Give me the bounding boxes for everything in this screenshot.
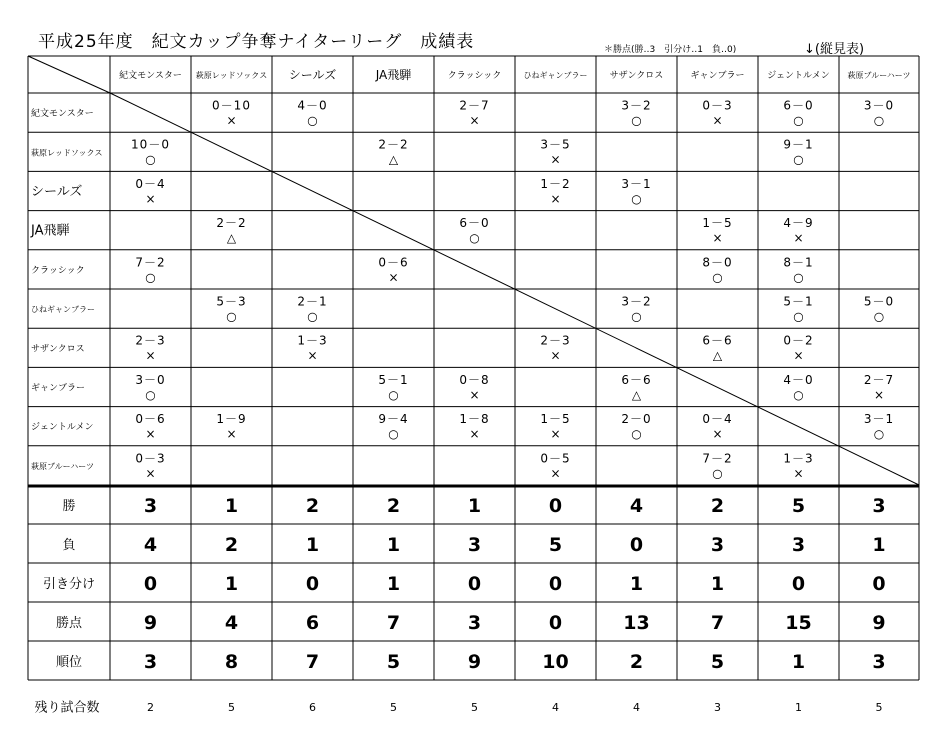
column-header-team: 萩原レッドソックス (195, 71, 268, 80)
match-score: 3－2 (621, 294, 652, 309)
stat-value: 8 (224, 651, 239, 673)
match-score: 0－10 (212, 98, 251, 113)
stat-value: 5 (710, 651, 725, 673)
stat-value: 3 (710, 534, 725, 556)
match-result-mark: ○ (793, 387, 804, 402)
row-header-team: JA飛騨 (31, 223, 70, 239)
match-result-mark: ○ (631, 309, 642, 324)
match-score: 0－3 (135, 451, 166, 466)
match-score: 8－1 (783, 255, 814, 270)
stat-value: 15 (785, 612, 812, 634)
stat-value: 5 (386, 651, 401, 673)
match-score: 6－0 (783, 98, 814, 113)
stat-value: 7 (386, 612, 401, 634)
stat-value: 5 (548, 534, 563, 556)
match-score: 1－3 (297, 333, 328, 348)
match-result-mark: ○ (388, 427, 399, 442)
stat-value: 0 (548, 612, 563, 634)
match-result-mark: × (388, 270, 399, 285)
stat-value: 0 (467, 573, 482, 595)
match-result-mark: × (469, 113, 480, 128)
match-score: 2－1 (297, 294, 328, 309)
stat-value: 2 (386, 495, 401, 517)
match-result-mark: × (712, 427, 723, 442)
match-score: 1－9 (216, 412, 247, 427)
match-score: 5－0 (863, 294, 895, 309)
stat-value: 9 (467, 651, 482, 673)
match-score: 1－5 (702, 216, 733, 231)
stat-value: 1 (224, 573, 239, 595)
stat-value: 3 (467, 612, 482, 634)
stat-value: 9 (143, 612, 158, 634)
remaining-games-value: 3 (714, 701, 721, 714)
match-result-mark: ○ (793, 270, 804, 285)
stat-value: 3 (872, 651, 886, 673)
stat-value: 7 (710, 612, 725, 634)
remaining-games-value: 5 (390, 701, 397, 714)
stat-value: 0 (305, 573, 320, 595)
match-score: 4－0 (297, 98, 328, 113)
stat-value: 1 (791, 651, 806, 673)
row-header-team: サザンクロス (31, 344, 85, 355)
stat-value: 9 (872, 612, 886, 634)
column-header-team: ギャンブラー (690, 71, 745, 81)
stat-value: 0 (629, 534, 644, 556)
column-header-team: 紀文モンスター (119, 71, 182, 81)
remaining-games-value: 6 (309, 701, 316, 714)
match-result-mark: ○ (873, 113, 885, 128)
view-direction-note: ↓(縦見表) (804, 42, 865, 57)
match-score: 1－8 (459, 412, 490, 427)
page-title: 平成25年度 紀文カップ争奪ナイターリーグ 成績表 (38, 32, 475, 52)
match-score: 2－2 (378, 137, 409, 152)
match-result-mark: △ (712, 348, 723, 363)
match-score: 9－1 (783, 137, 814, 152)
match-score: 1－5 (540, 412, 571, 427)
remaining-games-label: 残り試合数 (34, 700, 100, 716)
column-header-team: 萩原ブルーハーツ (847, 71, 911, 80)
match-score: 2－7 (863, 372, 895, 387)
match-score: 0－8 (459, 372, 490, 387)
match-result-mark: ○ (793, 152, 804, 167)
match-result-mark: × (469, 387, 480, 402)
stat-value: 3 (143, 651, 158, 673)
match-result-mark: ○ (469, 231, 480, 246)
row-header-team: ギャンブラー (31, 383, 86, 394)
stat-value: 1 (386, 573, 401, 595)
stat-row-label: 引き分け (42, 577, 96, 592)
match-result-mark: ○ (307, 113, 318, 128)
match-score: 3－2 (621, 98, 652, 113)
match-result-mark: ○ (631, 427, 642, 442)
remaining-games-value: 5 (228, 701, 235, 714)
match-result-mark: ○ (631, 113, 642, 128)
stat-value: 13 (623, 612, 650, 634)
match-score: 6－0 (459, 216, 490, 231)
stat-value: 6 (305, 612, 320, 634)
match-result-mark: × (712, 113, 723, 128)
stat-value: 0 (872, 573, 886, 595)
stat-row-label: 負 (62, 538, 76, 553)
stat-value: 1 (305, 534, 320, 556)
match-result-mark: × (145, 348, 156, 363)
match-result-mark: △ (631, 387, 642, 402)
match-score: 2－0 (621, 412, 652, 427)
match-score: 4－0 (783, 372, 814, 387)
row-header-team: 萩原レッドソックス (31, 148, 103, 158)
match-result-mark: ○ (307, 309, 318, 324)
remaining-games-value: 5 (875, 701, 883, 714)
stat-value: 0 (143, 573, 158, 595)
match-result-mark: × (550, 427, 561, 442)
match-score: 0－6 (378, 255, 409, 270)
match-result-mark: × (145, 427, 156, 442)
match-score: 1－2 (540, 176, 571, 191)
match-result-mark: × (145, 466, 156, 481)
match-result-mark: × (469, 427, 480, 442)
stat-value: 0 (791, 573, 806, 595)
match-score: 9－4 (378, 412, 409, 427)
match-result-mark: ○ (712, 466, 723, 481)
match-score: 3－1 (863, 412, 895, 427)
stat-value: 3 (791, 534, 806, 556)
match-result-mark: ○ (712, 270, 723, 285)
column-header-team: ジェントルメン (767, 71, 830, 81)
match-result-mark: ○ (145, 387, 156, 402)
match-score: 2－2 (216, 216, 247, 231)
stat-value: 0 (548, 495, 563, 517)
match-score: 3－0 (135, 372, 166, 387)
stat-value: 1 (386, 534, 401, 556)
match-score: 0－3 (702, 98, 733, 113)
match-score: 10－0 (131, 137, 170, 152)
match-result-mark: × (226, 113, 237, 128)
stat-value: 1 (224, 495, 239, 517)
remaining-games-value: 5 (471, 701, 478, 714)
remaining-games-value: 4 (552, 701, 559, 714)
match-score: 0－6 (135, 412, 166, 427)
match-score: 6－6 (621, 372, 652, 387)
stat-value: 3 (467, 534, 482, 556)
match-result-mark: × (793, 348, 804, 363)
match-score: 3－0 (863, 98, 895, 113)
match-score: 0－5 (540, 451, 571, 466)
match-result-mark: ○ (793, 309, 804, 324)
match-score: 6－6 (702, 333, 733, 348)
row-header-team: クラッシック (31, 265, 85, 276)
stat-value: 3 (872, 495, 886, 517)
match-result-mark: × (550, 466, 561, 481)
match-result-mark: ○ (145, 152, 156, 167)
points-rule-note: ＊勝点(勝‥3 引分け‥1 負‥0) (604, 45, 737, 55)
row-header-team: シールズ (31, 184, 83, 200)
match-result-mark: ○ (226, 309, 237, 324)
match-score: 2－3 (540, 333, 571, 348)
match-score: 0－4 (135, 176, 166, 191)
stat-value: 1 (710, 573, 725, 595)
column-header-team: サザンクロス (609, 71, 664, 81)
match-score: 2－3 (135, 333, 166, 348)
match-score: 8－0 (702, 255, 733, 270)
match-score: 3－5 (540, 137, 571, 152)
match-score: 5－1 (783, 294, 814, 309)
match-score: 0－2 (783, 333, 814, 348)
stat-row-label: 勝 (62, 499, 76, 514)
stat-value: 5 (791, 495, 806, 517)
match-score: 1－3 (783, 451, 814, 466)
match-result-mark: ○ (793, 113, 804, 128)
match-result-mark: × (793, 231, 804, 246)
match-result-mark: ○ (873, 309, 885, 324)
match-result-mark: × (550, 191, 561, 206)
row-header-team: ジェントルメン (31, 422, 94, 433)
stat-value: 0 (548, 573, 563, 595)
stat-value: 1 (467, 495, 482, 517)
match-result-mark: × (307, 348, 318, 363)
stat-value: 2 (305, 495, 320, 517)
row-header-team: 萩原ブルーハーツ (31, 461, 94, 471)
stat-value: 2 (710, 495, 725, 517)
match-result-mark: × (550, 348, 561, 363)
match-score: 4－9 (783, 216, 814, 231)
stat-value: 7 (305, 651, 320, 673)
stat-value: 4 (224, 612, 239, 634)
stat-row-label: 勝点 (55, 616, 83, 631)
match-score: 7－2 (702, 451, 733, 466)
match-score: 3－1 (621, 176, 652, 191)
match-result-mark: × (550, 152, 561, 167)
stat-value: 10 (542, 651, 569, 673)
row-header-team: 紀文モンスター (31, 109, 94, 120)
stat-value: 4 (629, 495, 644, 517)
remaining-games-value: 1 (795, 701, 802, 714)
match-result-mark: × (873, 387, 885, 402)
stat-row-label: 順位 (55, 655, 83, 670)
match-result-mark: ○ (873, 427, 885, 442)
column-header-team: シールズ (288, 68, 337, 82)
match-result-mark: × (793, 466, 804, 481)
match-result-mark: × (226, 427, 237, 442)
remaining-games-value: 2 (147, 701, 154, 714)
match-score: 2－7 (459, 98, 490, 113)
match-score: 5－1 (378, 372, 409, 387)
corner-diagonal (28, 56, 110, 93)
stat-value: 1 (872, 534, 886, 556)
column-header-team: クラッシック (447, 71, 502, 81)
stat-value: 2 (629, 651, 644, 673)
stat-value: 1 (629, 573, 644, 595)
match-result-mark: ○ (631, 191, 642, 206)
stat-value: 2 (224, 534, 239, 556)
stat-value: 3 (143, 495, 158, 517)
stat-value: 4 (143, 534, 158, 556)
match-result-mark: △ (226, 231, 237, 246)
column-header-team: ひねギャンブラー (523, 71, 588, 80)
match-result-mark: × (712, 231, 723, 246)
remaining-games-value: 4 (633, 701, 640, 714)
match-result-mark: ○ (388, 387, 399, 402)
match-score: 7－2 (135, 255, 166, 270)
match-score: 5－3 (216, 294, 247, 309)
match-score: 0－4 (702, 412, 733, 427)
match-result-mark: × (145, 191, 156, 206)
match-result-mark: ○ (145, 270, 156, 285)
match-result-mark: △ (388, 152, 399, 167)
row-header-team: ひねギャンブラー (31, 305, 95, 315)
column-header-team: JA飛騨 (375, 68, 412, 82)
